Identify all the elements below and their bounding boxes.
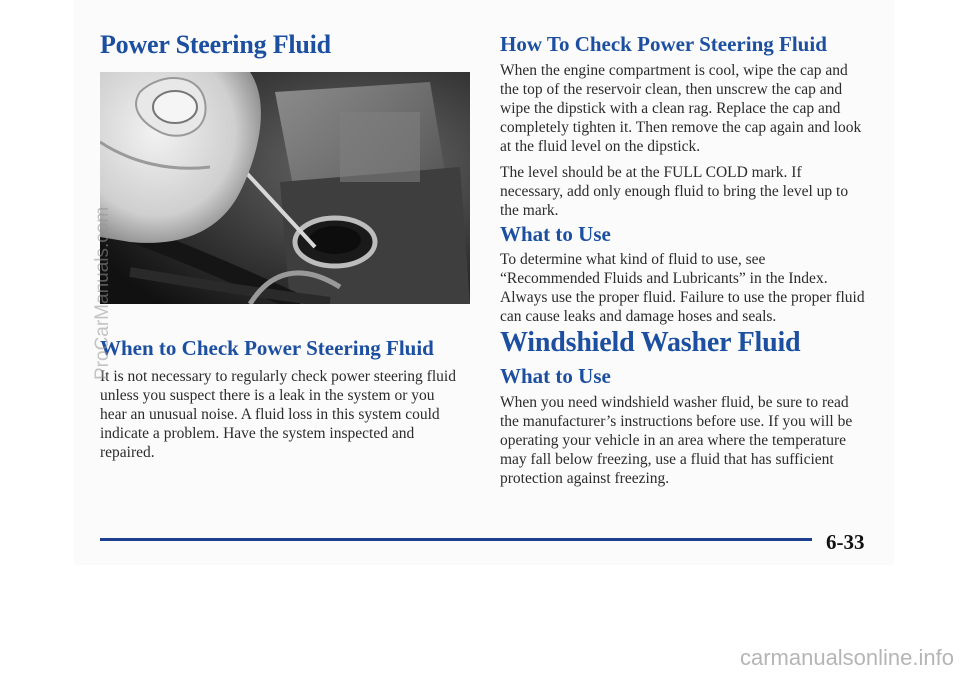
title-power-steering-fluid: Power Steering Fluid [100, 30, 331, 59]
engine-reservoir-illustration [100, 72, 470, 304]
heading-when-to-check: When to Check Power Steering Fluid [100, 336, 434, 360]
what-to-use-steering-text: To determine what kind of fluid to use, see “Recommended Fluids and Lubricants” in the Index. Always use the proper fluid. Failure to use the proper fluid can cause leaks and damage hoses and seals. [500, 251, 865, 325]
bottom-watermark: carmanualsonline.info [739, 645, 954, 670]
how-to-check-paragraph-1: When the engine compartment is cool, wipe the cap and the top of the reservoir clean, then unscrew the cap and wipe the dipstick with a clean rag. Replace the cap and completely tighten it. Then remove the cap again and look at the fluid level on the dipstick. [500, 62, 862, 155]
when-to-check-text: It is not necessary to regularly check power steering fluid unless you suspect there is a leak in the system or you hear an unusual noise. A fluid loss in this system could indicate a problem. Have the system inspected and repaired. [100, 368, 456, 461]
page-number: 6-33 [826, 530, 865, 554]
title-windshield-washer-fluid: Windshield Washer Fluid [500, 327, 801, 358]
side-watermark: ProCarManuals.com [92, 206, 113, 380]
heading-what-to-use-washer: What to Use [500, 364, 611, 388]
what-to-use-washer-text: When you need windshield washer fluid, be sure to read the manufacturer’s instructions before use. If you will be operating your vehicle in an area where the temperature may fall below freezing, use a fluid that has sufficient protection against freezing. [500, 394, 853, 487]
heading-what-to-use-steering: What to Use [500, 222, 611, 246]
heading-how-to-check: How To Check Power Steering Fluid [500, 32, 827, 56]
footer-rule [100, 538, 812, 541]
how-to-check-paragraph-2: The level should be at the FULL COLD mark. If necessary, add only enough fluid to bring the level up to the mark. [500, 164, 849, 219]
power-steering-photo [100, 72, 470, 304]
